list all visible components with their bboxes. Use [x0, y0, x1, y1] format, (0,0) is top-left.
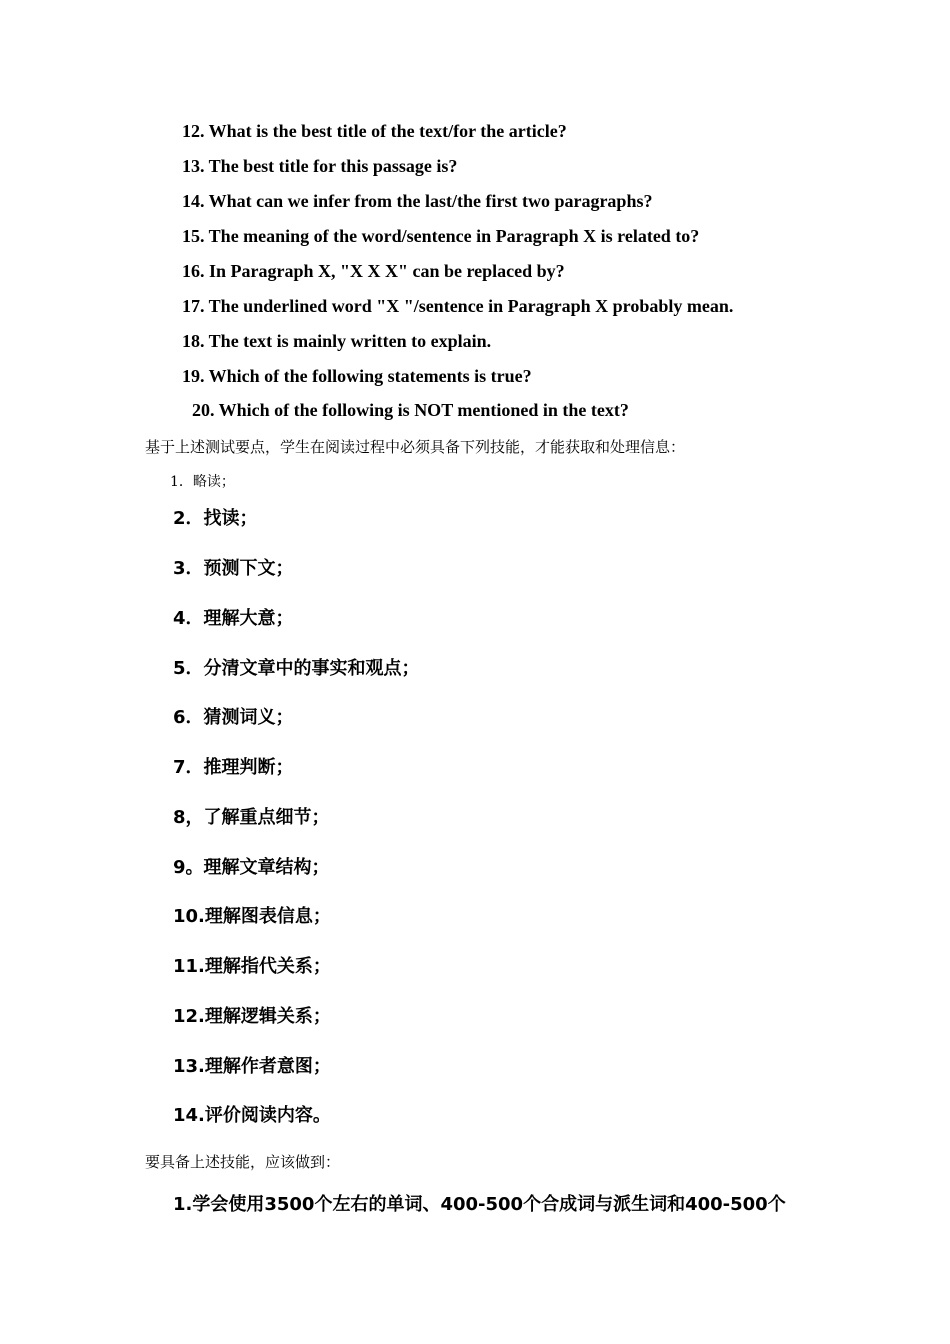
- skill-item-11: 11.理解指代关系；: [173, 956, 331, 977]
- skill-item-2: 2．找读；: [173, 508, 258, 529]
- skill-item-5: 5．分清文章中的事实和观点；: [173, 658, 420, 679]
- skill-item-6: 6．猜测词义；: [173, 707, 294, 728]
- question-20: 20. Which of the following is NOT mentioned in the text?: [192, 400, 629, 420]
- skill-item-9: 9。理解文章结构；: [173, 857, 330, 878]
- question-19: 19. Which of the following statements is true?: [182, 366, 532, 386]
- question-15: 15. The meaning of the word/sentence in Paragraph X is related to?: [182, 226, 700, 246]
- skill-item-8: 8，了解重点细节；: [173, 807, 330, 828]
- question-12: 12. What is the best title of the text/for the article?: [182, 121, 567, 141]
- skill-item-7: 7．推理判断；: [173, 757, 294, 778]
- skill-item-12: 12.理解逻辑关系；: [173, 1006, 331, 1027]
- skill-item-14: 14.评价阅读内容。: [173, 1105, 331, 1126]
- skill-item-13: 13.理解作者意图；: [173, 1056, 331, 1077]
- question-14: 14. What can we infer from the last/the first two paragraphs?: [182, 191, 653, 211]
- question-18: 18. The text is mainly written to explain.: [182, 331, 492, 351]
- question-16: 16. In Paragraph X, "X X X" can be replaced by?: [182, 261, 565, 281]
- skill-item-3: 3．预测下文；: [173, 558, 294, 579]
- question-17: 17. The underlined word "X "/sentence in Paragraph X probably mean.: [182, 296, 734, 316]
- requirement-intro: 要具备上述技能，应该做到：: [145, 1153, 341, 1171]
- skills-intro: 基于上述测试要点，学生在阅读过程中必须具备下列技能，才能获取和处理信息：: [145, 438, 686, 456]
- requirement-item-1: 1.学会使用3500个左右的单词、400-500个合成词与派生词和400-500个: [173, 1194, 786, 1215]
- question-13: 13. The best title for this passage is?: [182, 156, 458, 176]
- skill-item-1: 1．略读；: [170, 474, 235, 490]
- skill-item-10: 10.理解图表信息；: [173, 906, 331, 927]
- skill-item-4: 4．理解大意；: [173, 608, 294, 629]
